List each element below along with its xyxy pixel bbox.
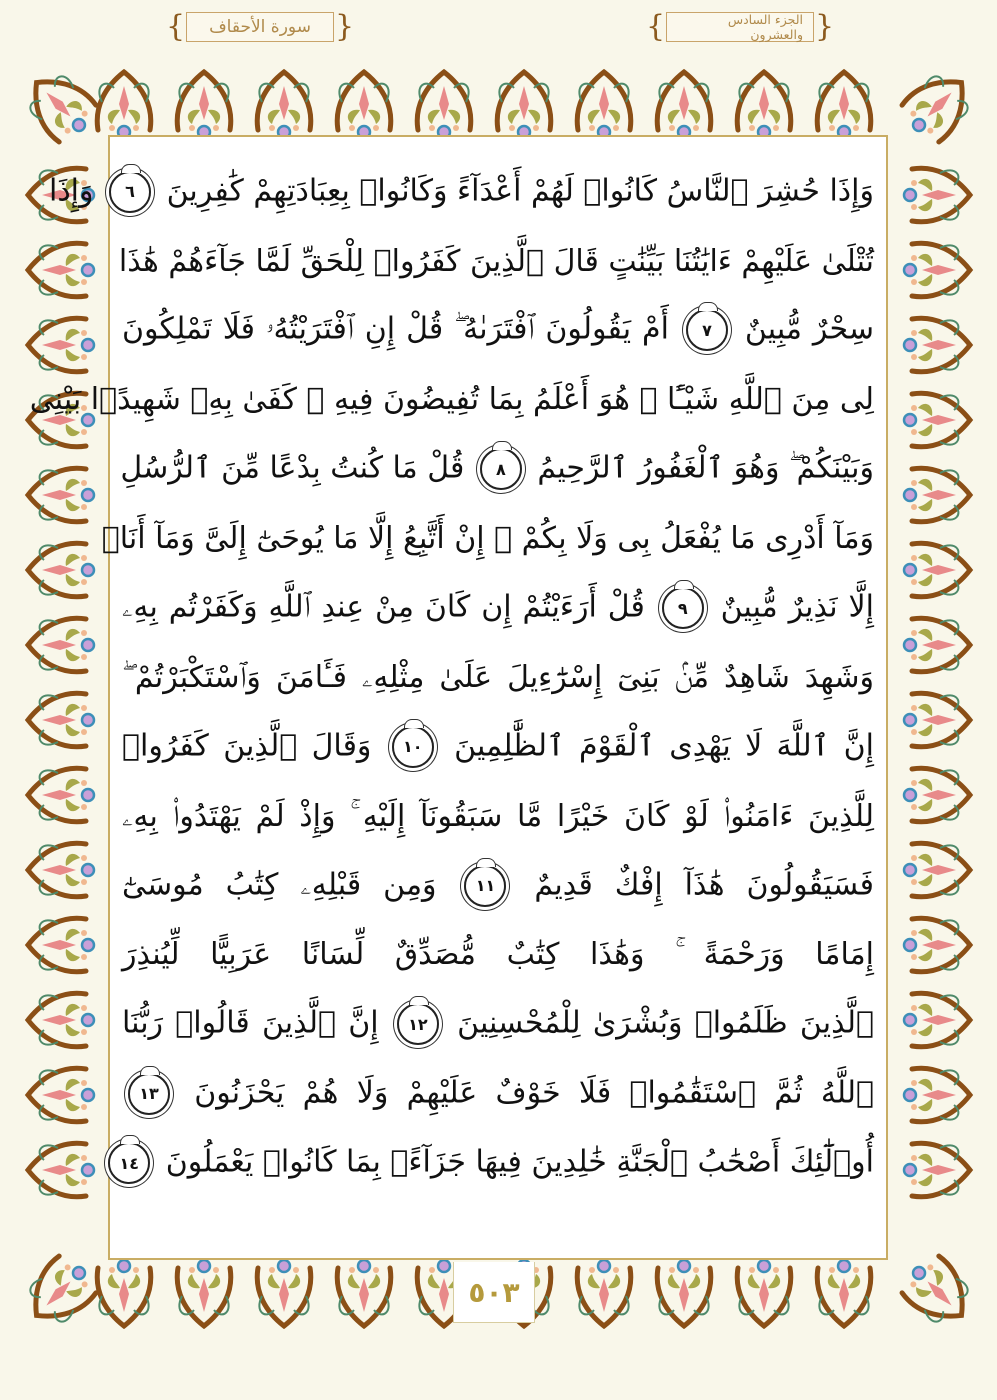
verse-text-segment: ٱلَّذِينَ ظَلَمُوا۟ وَبُشْرَىٰ لِلْمُحْسِنِينَ bbox=[444, 1005, 874, 1041]
verse-line-text bbox=[122, 1003, 874, 1045]
verse-line-text bbox=[119, 1142, 874, 1184]
ayah-number-marker: ٧ bbox=[686, 309, 728, 351]
ornament-right-unit bbox=[904, 543, 970, 597]
juz-name-cartouche bbox=[645, 9, 835, 44]
ornament-top-unit bbox=[177, 72, 231, 138]
verse-text-segment: سِحْرٌ مُّبِينٌ bbox=[733, 311, 874, 347]
ornament-top-unit bbox=[657, 72, 711, 138]
ornament-right-unit bbox=[904, 693, 970, 747]
verse-line bbox=[101, 504, 874, 573]
verse-text-segment: أُو۟لَٰٓئِكَ أَصْحَٰبُ ٱلْجَنَّةِ خَٰلِدِينَ فِيهَا جَزَآءًۢ بِمَا كَانُوا۟ يَعْمَلُونَ bbox=[156, 1144, 874, 1180]
ayah-number-marker: ١١ bbox=[464, 865, 506, 907]
ornament-bottom-unit bbox=[97, 1260, 151, 1326]
verse-text-segment: إِمَامًا وَرَحْمَةً ۚ وَهَٰذَا كِتَٰبٌ مُّصَدِّقٌ لِّسَانًا عَرَبِيًّا لِّيُنذِرَ bbox=[122, 937, 874, 973]
cartouche-left-cap-icon: { bbox=[165, 9, 186, 44]
cartouche-right-cap-icon: } bbox=[334, 9, 355, 44]
verse-line-text bbox=[122, 587, 874, 629]
ornament-left-unit bbox=[28, 318, 94, 372]
verse-text-segment: وَبَيْنَكُمْ ۖ وَهُوَ ٱلْغَفُورُ ٱلرَّحِيمُ bbox=[527, 450, 874, 486]
ayah-number-marker: ٨ bbox=[480, 448, 522, 490]
verse-line bbox=[122, 573, 874, 642]
ornament-top-unit bbox=[97, 72, 151, 138]
ornament-corner-unit bbox=[896, 64, 981, 149]
ornament-corner-unit bbox=[896, 1250, 981, 1335]
ayah-number-marker: ٩ bbox=[662, 587, 704, 629]
verse-text-segment: وَشَهِدَ شَاهِدٌ مِّنۢ بَنِىٓ إِسْرَٰٓءِيلَ عَلَىٰ مِثْلِهِۦ فَـَٔامَنَ وَٱسْتَكْبَرْتُمْ ۖ bbox=[122, 659, 874, 695]
ornament-left-unit bbox=[28, 993, 94, 1047]
verse-line bbox=[122, 851, 874, 920]
verse-text-segment: وَمَآ أَدْرِى مَا يُفْعَلُ بِى وَلَا بِكُمْ ۖ إِنْ أَتَّبِعُ إِلَّا مَا يُوحَىٰٓ إِلَىَّ وَمَآ أَنَا۠ bbox=[101, 521, 874, 557]
verse-line bbox=[122, 712, 874, 781]
ornament-bottom-unit bbox=[337, 1260, 391, 1326]
ornament-right-unit bbox=[904, 918, 970, 972]
cartouche-right-cap-icon: } bbox=[814, 9, 835, 44]
verse-line bbox=[122, 296, 874, 365]
ornament-left-unit bbox=[28, 243, 94, 297]
verse-text-segment: ٱللَّهُ ثُمَّ ٱسْتَقَٰمُوا۟ فَلَا خَوْفٌ عَلَيْهِمْ وَلَا هُمْ يَحْزَنُونَ bbox=[176, 1075, 874, 1111]
verse-line bbox=[122, 435, 874, 504]
ornament-bottom-unit bbox=[817, 1260, 871, 1326]
page-number: ٥٠٣ bbox=[453, 1262, 535, 1323]
verse-text-segment: إِنَّ ٱللَّهَ لَا يَهْدِى ٱلْقَوْمَ ٱلظَّٰلِمِينَ bbox=[439, 728, 874, 764]
ornament-left-unit bbox=[28, 693, 94, 747]
ornament-top-unit bbox=[337, 72, 391, 138]
verse-text-segment: فَسَيَقُولُونَ هَٰذَآ إِفْكٌ قَدِيمٌ bbox=[512, 867, 874, 903]
verse-line-text bbox=[118, 243, 874, 279]
ornament-left-unit bbox=[28, 468, 94, 522]
ornament-left-unit bbox=[28, 1143, 94, 1197]
ayah-number-marker: ١٤ bbox=[108, 1142, 150, 1184]
ornament-right-unit bbox=[904, 843, 970, 897]
verse-text-body bbox=[29, 157, 874, 1198]
verse-text-segment: أَمْ يَقُولُونَ ٱفْتَرَىٰهُ ۖ قُلْ إِنِ ٱفْتَرَيْتُهُۥ فَلَا تَمْلِكُونَ bbox=[122, 311, 680, 347]
ornament-bottom-unit bbox=[577, 1260, 631, 1326]
surah-name-cartouche bbox=[165, 9, 355, 44]
verse-line-text bbox=[122, 799, 874, 834]
ornament-top-unit bbox=[497, 72, 551, 138]
verse-line-text bbox=[29, 382, 874, 418]
ornament-bottom-unit bbox=[177, 1260, 231, 1326]
cartouche-left-cap-icon: { bbox=[645, 9, 666, 44]
verse-line-text bbox=[122, 726, 874, 768]
surah-name: سورة الأحقاف bbox=[186, 12, 334, 42]
ayah-number-marker: ٦ bbox=[109, 171, 151, 213]
verse-text-segment: وَإِذَا حُشِرَ ٱلنَّاسُ كَانُوا۟ لَهُمْ أَعْدَآءً وَكَانُوا۟ بِعِبَادَتِهِمْ كَٰفِرِينَ bbox=[157, 173, 874, 209]
ornament-top-unit bbox=[417, 72, 471, 138]
verse-line bbox=[29, 365, 874, 434]
verse-text-segment: قُلْ مَا كُنتُ بِدْعًا مِّنَ ٱلرُّسُلِ bbox=[120, 450, 474, 486]
ornament-left-unit bbox=[28, 768, 94, 822]
ornament-corner-unit bbox=[18, 64, 103, 149]
ornament-left-unit bbox=[28, 618, 94, 672]
ornament-top-unit bbox=[257, 72, 311, 138]
ornament-top-unit bbox=[817, 72, 871, 138]
verse-text-segment: تُتْلَىٰ عَلَيْهِمْ ءَايَٰتُنَا بَيِّنَٰتٍ قَالَ ٱلَّذِينَ كَفَرُوا۟ لِلْحَقِّ لَمَّا جَآءَهُمْ هَٰذَا bbox=[118, 243, 874, 279]
ornament-right-unit bbox=[904, 618, 970, 672]
ornament-right-unit bbox=[904, 1068, 970, 1122]
verse-text-segment: لِى مِنَ ٱللَّهِ شَيْـًٔا ۖ هُوَ أَعْلَمُ بِمَا تُفِيضُونَ فِيهِ ۖ كَفَىٰ بِهِۦ شَهِيدًۢا بَيْنِى bbox=[29, 382, 874, 418]
verse-line bbox=[119, 1128, 874, 1197]
verse-line bbox=[48, 157, 874, 226]
verse-text-segment: وَإِذَا bbox=[48, 173, 104, 209]
ornament-right-unit bbox=[904, 168, 970, 222]
verse-line-text bbox=[122, 865, 874, 907]
ornament-top-unit bbox=[737, 72, 791, 138]
verse-text-segment: قُلْ أَرَءَيْتُمْ إِن كَانَ مِنْ عِندِ ٱللَّهِ وَكَفَرْتُم بِهِۦ bbox=[122, 589, 656, 625]
ornament-left-unit bbox=[28, 1068, 94, 1122]
ayah-number-marker: ١٠ bbox=[392, 726, 434, 768]
juz-name: الجزء السادس والعشرون bbox=[666, 12, 814, 42]
verse-text-segment: إِنَّ ٱلَّذِينَ قَالُوا۟ رَبُّنَا bbox=[122, 1005, 391, 1041]
ornament-right-unit bbox=[904, 993, 970, 1047]
ornament-right-unit bbox=[904, 768, 970, 822]
verse-line bbox=[122, 990, 874, 1059]
ayah-number-marker: ١٣ bbox=[128, 1073, 170, 1115]
ornament-left-unit bbox=[28, 543, 94, 597]
ayah-number-marker: ١٢ bbox=[397, 1003, 439, 1045]
verse-line bbox=[122, 920, 874, 989]
verse-line bbox=[122, 643, 874, 712]
verse-line-text bbox=[122, 309, 874, 351]
ornament-right-unit bbox=[904, 318, 970, 372]
verse-line-text bbox=[48, 171, 874, 213]
ornament-right-unit bbox=[904, 468, 970, 522]
verse-line bbox=[118, 226, 874, 295]
verse-line-text bbox=[101, 521, 874, 557]
ornament-right-unit bbox=[904, 393, 970, 447]
ornament-bottom-unit bbox=[257, 1260, 311, 1326]
ornament-left-unit bbox=[28, 918, 94, 972]
verse-text-segment: وَمِن قَبْلِهِۦ كِتَٰبُ مُوسَىٰٓ bbox=[122, 867, 459, 903]
verse-line-text bbox=[122, 1073, 874, 1115]
verse-text-segment: إِلَّا نَذِيرٌ مُّبِينٌ bbox=[709, 589, 874, 625]
ornament-right-unit bbox=[904, 1143, 970, 1197]
quran-text-page bbox=[29, 135, 888, 1260]
verse-line-text bbox=[122, 937, 874, 972]
ornament-corner-unit bbox=[18, 1250, 103, 1335]
verse-line bbox=[122, 1059, 874, 1128]
ornament-top-unit bbox=[577, 72, 631, 138]
verse-line-text bbox=[122, 660, 874, 695]
verse-line-text bbox=[122, 448, 874, 490]
verse-text-segment: لِلَّذِينَ ءَامَنُوا۟ لَوْ كَانَ خَيْرًا مَّا سَبَقُونَآ إِلَيْهِ ۚ وَإِذْ لَمْ يَهْتَدُوا۟ بِهِۦ bbox=[122, 798, 874, 834]
ornament-right-unit bbox=[904, 243, 970, 297]
verse-text-segment: وَقَالَ ٱلَّذِينَ كَفَرُوا۟ bbox=[122, 728, 386, 764]
ornament-left-unit bbox=[28, 843, 94, 897]
verse-line bbox=[122, 782, 874, 851]
ornament-bottom-unit bbox=[657, 1260, 711, 1326]
ornament-bottom-unit bbox=[737, 1260, 791, 1326]
